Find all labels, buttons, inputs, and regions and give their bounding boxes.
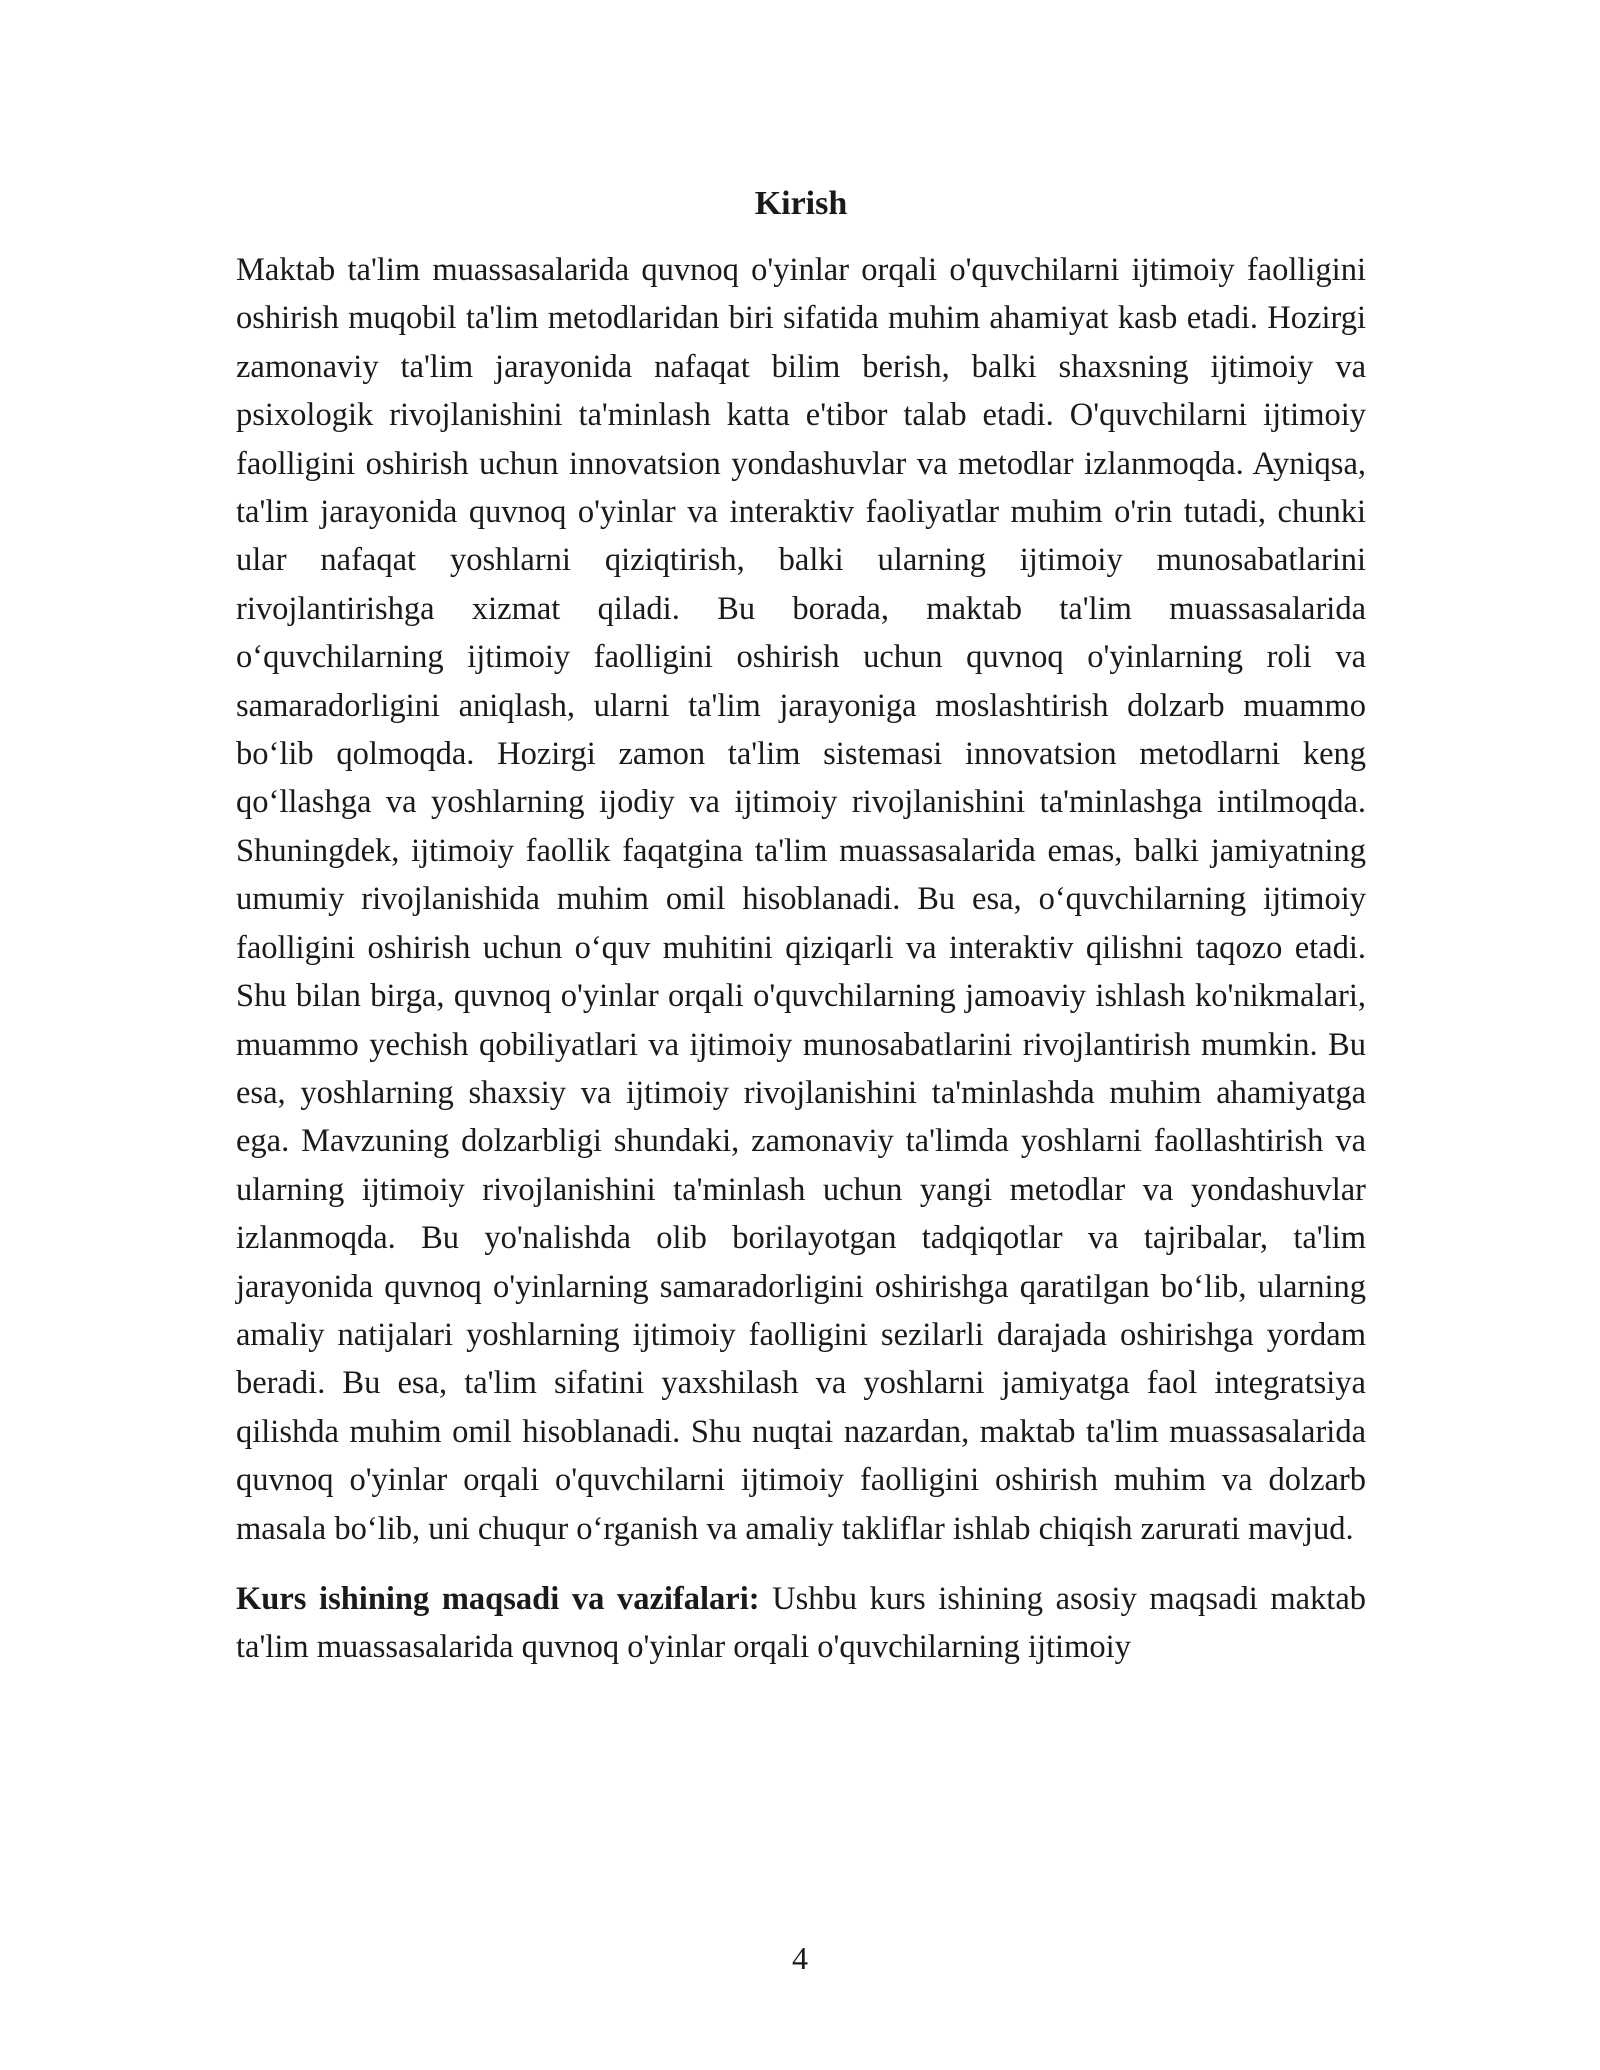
section-heading: Kirish — [754, 185, 848, 222]
goals-paragraph — [236, 1575, 1366, 1672]
page-number: 4 — [792, 1940, 808, 1976]
document-page — [236, 180, 1366, 1672]
goals-lead: Kurs ishining maqsadi va vazifalari: — [236, 1580, 760, 1617]
goals-text: Ushbu kurs ishining asosiy maqsadi maktab ta'lim muassasalarida quvnoq o'yinlar orqali o'quvchilarning ijtimoiy — [236, 1580, 1367, 1666]
intro-paragraph: Maktab ta'lim muassasalarida quvnoq o'yinlar orqali o'quvchilarni ijtimoiy faolligini oshirish muqobil ta'lim metodlaridan biri sifatida muhim ahamiyat kasb etadi. Hozirgi zamonaviy ta'lim jarayonida nafaqat bilim berish, balki shaxsning ijtimoiy va psixologik rivojlanishini ta'minlash katta e'tibor talab etadi. O'quvchilarni ijtimoiy faolligini oshirish uchun innovatsion yondashuvlar va metodlar izlanmoqda. Ayniqsa, ta'lim jarayonida quvnoq o'yinlar va interaktiv faoliyatlar muhim o'rin tutadi, chunki ular nafaqat yoshlarni qiziqtirish, balki ularning ijtimoiy munosabatlarini rivojlantirishga xizmat qiladi. Bu borada, maktab ta'lim muassasalarida o‘quvchilarning ijtimoiy faolligini oshirish uchun quvnoq o'yinlarning roli va samaradorligini aniqlash, ularni ta'lim jarayoniga moslashtirish dolzarb muammo bo‘lib qolmoqda. Hozirgi zamon ta'lim sistemasi innovatsion metodlarni keng qo‘llashga va yoshlarning ijodiy va ijtimoiy rivojlanishini ta'minlashga intilmoqda. Shuningdek, ijtimoiy faollik faqatgina ta'lim muassasalarida emas, balki jamiyatning umumiy rivojlanishida muhim omil hisoblanadi. Bu esa, o‘quvchilarning ijtimoiy faolligini oshirish uchun o‘quv muhitini qiziqarli va interaktiv qilishni taqozo etadi. Shu bilan birga, quvnoq o'yinlar orqali o'quvchilarning jamoaviy ishlash ko'nikmalari, muammo yechish qobiliyatlari va ijtimoiy munosabatlarini rivojlantirish mumkin. Bu esa, yoshlarning shaxsiy va ijtimoiy rivojlanishini ta'minlashda muhim ahamiyatga ega. Mavzuning dolzarbligi shundaki, zamonaviy ta'limda yoshlarni faollashtirish va ularning ijtimoiy rivojlanishini ta'minlash uchun yangi metodlar va yondashuvlar izlanmoqda. Bu yo'nalishda olib borilayotgan tadqiqotlar va tajribalar, ta'lim jarayonida quvnoq o'yinlarning samaradorligini oshirishga qaratilgan bo‘lib, ularning amaliy natijalari yoshlarning ijtimoiy faolligini sezilarli darajada oshirishga yordam beradi. Bu esa, ta'lim sifatini yaxshilash va yoshlarni jamiyatga faol integratsiya qilishda muhim omil hisoblanadi. Shu nuqtai nazardan, maktab ta'lim muassasalarida quvnoq o'yinlar orqali o'quvchilarni ijtimoiy faolligini oshirish muhim va dolzarb masala bo‘lib, uni chuqur o‘rganish va amaliy takliflar ishlab chiqish zarurati mavjud. — [236, 252, 1366, 1547]
